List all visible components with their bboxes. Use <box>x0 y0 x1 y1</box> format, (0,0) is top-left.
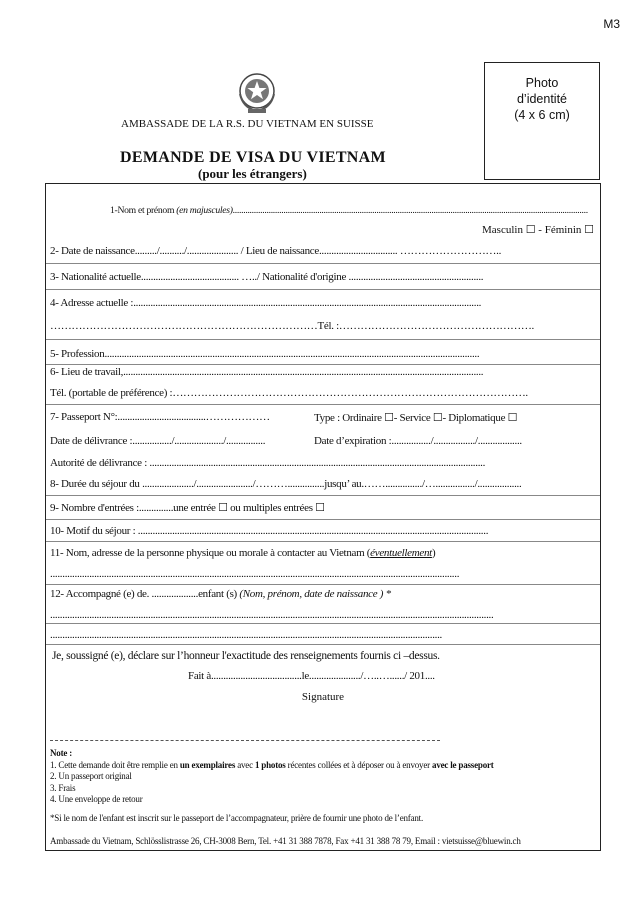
field-authority[interactable]: Autorité de délivrance : ......................................................................................................................................... <box>50 457 486 469</box>
separator <box>46 339 600 340</box>
field-entries[interactable]: 9- Nombre d'entrées :..............une entrée ☐ ou multiples entrées ☐ <box>50 502 325 514</box>
signature-place-date[interactable]: Fait à.....................................le...................../…..…....../ 201.... <box>188 670 435 682</box>
field-contact-dots[interactable]: ....................................................................................................................................................................... <box>50 568 460 580</box>
field-expiry-date[interactable]: Date d’expiration :................/................./.................. <box>314 435 522 447</box>
field-profession[interactable]: 5- Profession......................................................................................................................................................... <box>50 348 480 360</box>
field-contact[interactable]: 11- Nom, adresse de la personne physique ou morale à contacter au Vietnam (éventuellement) <box>50 547 436 559</box>
signature-label: Signature <box>301 691 345 703</box>
separator <box>46 644 600 645</box>
form-title: DEMANDE DE VISA DU VIETNAM <box>120 149 386 166</box>
field-children-dots-2[interactable]: ................................................................................................................................................................ <box>50 629 443 641</box>
photo-label: Photo <box>525 76 559 90</box>
separator <box>46 623 600 624</box>
field-passport[interactable]: 7- Passeport N°:....................................……………… <box>50 411 270 423</box>
photo-size: (4 x 6 cm) <box>514 108 570 122</box>
separator-dashed <box>50 740 440 741</box>
note-1: 1. Cette demande doit être remplie en un exemplaires avec 1 photos récentes collées et à déposer ou à envoyer avec le passeport <box>50 759 494 770</box>
separator <box>46 584 600 585</box>
field-nationality[interactable]: 3- Nationalité actuelle........................................ …../ Nationalité d'origine ....................................................... <box>50 271 484 283</box>
separator <box>46 541 600 542</box>
note-child-photo: *Si le nom de l'enfant est inscrit sur le passeport de l’accompagnateur, prière de fournir une photo de l’enfant. <box>50 813 424 823</box>
field-children[interactable]: 12- Accompagné (e) de. ...................enfant (s) (Nom, prénom, date de naissance ) * <box>50 588 391 600</box>
note-2: 2. Un passeport original <box>50 771 132 781</box>
declaration-text: Je, soussigné (e), déclare sur l’honneur l'exactitude des renseignements fournis ci –dessus. <box>52 650 440 662</box>
application-form <box>45 183 601 851</box>
separator <box>46 519 600 520</box>
photo-box <box>484 62 600 180</box>
note-3: 3. Frais <box>50 782 76 793</box>
notes-title: Note : <box>50 748 73 758</box>
field-children-dots[interactable]: ..................................................................................................................................................................................... <box>50 609 494 621</box>
field-purpose[interactable]: 10- Motif du séjour : ............................................................................................................................................... <box>50 525 489 537</box>
embassy-name: AMBASSADE DE LA R.S. DU VIETNAM EN SUISSE <box>121 118 374 130</box>
notes <box>50 748 494 806</box>
note-4: 4. Une enveloppe de retour <box>50 794 143 804</box>
field-stay-duration[interactable]: 8- Durée du séjour du ...................../......................./………...............jusqu’ au.…….............../…................/.................. <box>50 478 522 490</box>
separator <box>46 404 600 405</box>
separator <box>46 495 600 496</box>
separator <box>46 263 600 264</box>
photo-label-identity: d’identité <box>516 92 568 106</box>
embassy-contact-footer: Ambassade du Vietnam, Schlösslistrasse 26, CH-3008 Bern, Tel. +41 31 388 7878, Fax +41 31 388 78 79, Email : vietsuisse@bluewin.ch <box>50 836 521 846</box>
field-workplace[interactable]: 6- Lieu de travail,................................................................................................................................................... <box>50 366 484 378</box>
field-birth[interactable]: 2- Date de naissance........./........../..................... / Lieu de naissance................................ ……………………….. <box>50 245 502 257</box>
form-subtitle: (pour les étrangers) <box>198 166 307 181</box>
separator <box>46 289 600 290</box>
field-sex[interactable]: Masculin ☐ - Féminin ☐ <box>482 224 594 236</box>
vietnam-emblem-icon <box>234 70 280 116</box>
field-address-phone[interactable]: …………………………………………………………………Tél. :………………………………………………. <box>50 320 534 332</box>
field-name[interactable]: 1-Nom et prénom (en majuscules)........................................................................................................................................................................ <box>110 205 588 216</box>
field-address[interactable]: 4- Adresse actuelle :.............................................................................................................................................. <box>50 297 482 309</box>
form-code: M3 <box>603 17 620 31</box>
field-issue-date[interactable]: Date de délivrance :................/..................../................ <box>50 435 266 447</box>
separator <box>46 364 600 365</box>
field-passport-type[interactable]: Type : Ordinaire ☐- Service ☐- Diplomatique ☐ <box>314 412 518 424</box>
field-mobile[interactable]: Tél. (portable de préférence) :………………………………………………………………………………………. <box>50 387 528 399</box>
